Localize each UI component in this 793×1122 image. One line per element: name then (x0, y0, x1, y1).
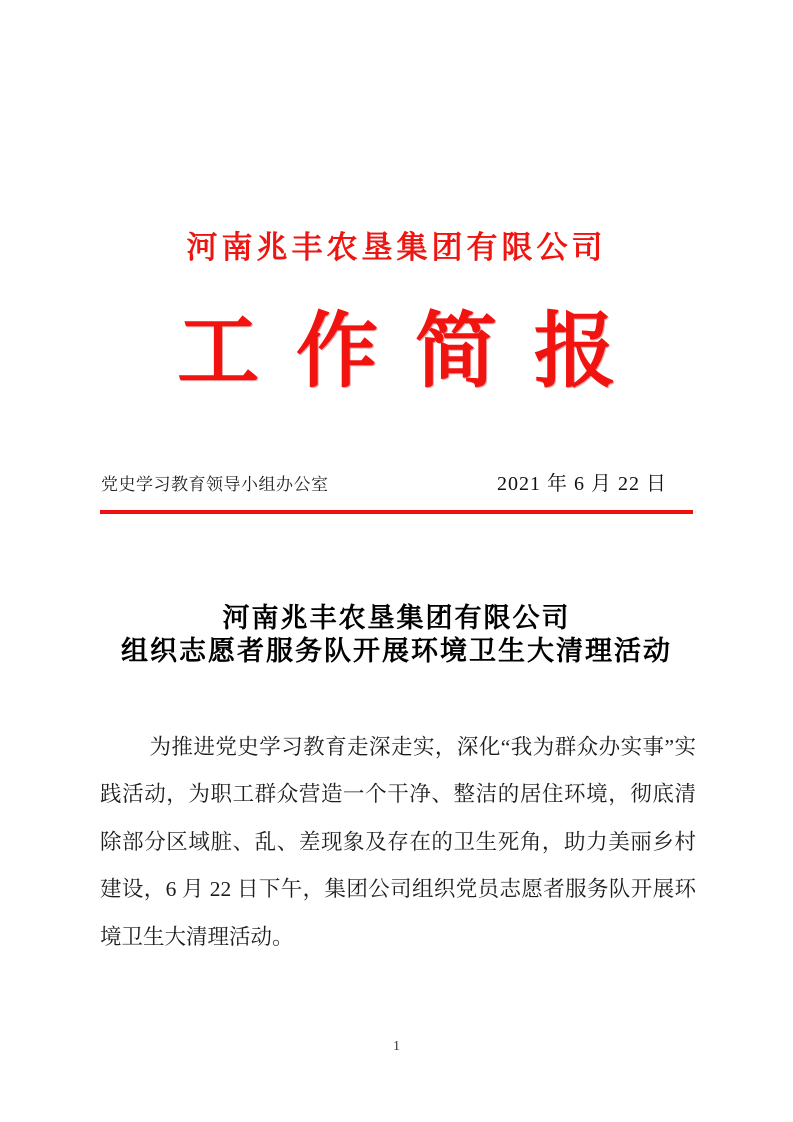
org-name-title: 河南兆丰农垦集团有限公司 (186, 230, 607, 265)
issuer-office: 党史学习教育领导小组办公室 (101, 475, 329, 494)
article-title-line2: 组织志愿者服务队开展环境卫生大清理活动 (121, 636, 672, 667)
article-body-paragraph: 为推进党史学习教育走深走实，深化“我为群众办实事”实践活动，为职工群众营造一个干净、整洁的居住环境，彻底清除部分区域脏、乱、差现象及存在的卫生死角，助力美丽乡村建设，6 月 22 日下午，集团公司组织党员志愿者服务队开展环境卫生大清理活动。 (100, 734, 696, 949)
issue-date: 2021 年 6 月 22 日 (497, 473, 667, 495)
masthead-divider-rule (100, 510, 693, 514)
page-number: 1 (393, 1039, 400, 1054)
article-title (50, 602, 743, 668)
article-title-line1: 河南兆丰农垦集团有限公司 (222, 603, 571, 634)
bulletin-title: 工作简报 (177, 306, 653, 397)
issue-line (101, 467, 667, 496)
